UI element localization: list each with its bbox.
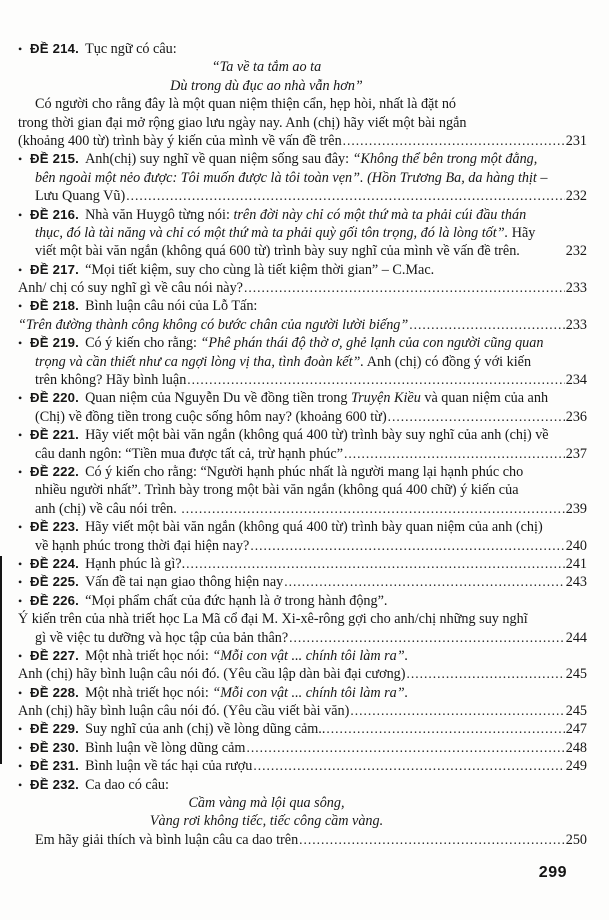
toc-text-line	[18, 58, 587, 76]
toc-text-line	[18, 242, 587, 260]
line-text: trọng và cần thiết như ca ngợi lòng vị tha, tình đoàn kết”. Anh (chị) có đồng ý với kiến	[35, 353, 532, 370]
dot-leader	[299, 831, 565, 849]
bullet-icon: •	[18, 262, 23, 277]
entry-label: ĐỀ 229.	[30, 721, 80, 737]
toc-text-line	[18, 316, 587, 334]
entry-label: ĐỀ 230.	[30, 739, 80, 755]
entry-label: ĐỀ 215.	[30, 151, 80, 167]
entry-label: ĐỀ 231.	[30, 758, 80, 774]
dot-leader	[181, 500, 564, 518]
bullet-icon: •	[18, 391, 23, 406]
table-of-contents	[18, 40, 587, 849]
toc-text-line	[18, 279, 587, 297]
toc-text-line	[18, 481, 587, 499]
entry-label: ĐỀ 219.	[30, 335, 80, 351]
toc-page-number: 233	[565, 316, 587, 333]
bullet-icon: •	[18, 593, 23, 608]
line-text: Vàng rơi không tiếc, tiếc công cầm vàng.	[149, 813, 384, 830]
line-text: “Trên đường thành công không có bước chân của người lười biếng”	[18, 316, 409, 333]
toc-text-line	[18, 169, 587, 187]
entry-label: ĐỀ 217.	[30, 261, 80, 277]
line-text: câu danh ngôn: “Tiền mua được tất cả, trừ hạnh phúc”	[35, 445, 343, 462]
toc-page-number: 232	[565, 188, 587, 205]
line-text: Dù trong dù đục ao nhà vẫn hơn”	[170, 77, 363, 94]
dot-leader	[284, 573, 564, 591]
bullet-icon: •	[18, 464, 23, 479]
line-text: gì về việc tu dưỡng và học tập của bản thân?	[35, 629, 289, 646]
line-text: Lưu Quang Vũ)	[35, 188, 126, 205]
line-text: Hãy viết một bài văn ngắn (không quá 400 từ) trình bày quan niệm của anh (chị)	[85, 519, 543, 536]
toc-text-line	[18, 408, 587, 426]
toc-text-line	[18, 114, 587, 132]
line-text: Ý kiến trên của nhà triết học La Mã cổ đại M. Xi-xê-rông gợi cho anh/chị những suy nghĩ	[18, 611, 528, 628]
toc-entry-line	[18, 261, 587, 279]
toc-page-number: 244	[565, 629, 587, 646]
line-text: Nhà văn Huygô từng nói: trên đời này chỉ có một thứ mà ta phải cúi đầu thán	[85, 206, 527, 223]
toc-text-line	[18, 371, 587, 389]
page-number: 299	[538, 864, 567, 881]
toc-text-line	[18, 812, 587, 830]
dot-leader	[388, 408, 565, 426]
toc-entry-line	[18, 757, 587, 775]
line-text: về hạnh phúc trong thời đại hiện nay?	[35, 537, 250, 554]
toc-entry-line	[18, 518, 587, 536]
toc-entry-line	[18, 150, 587, 168]
line-text: Suy nghĩ của anh (chị) về lòng dũng cảm..	[85, 721, 326, 738]
toc-entry-line	[18, 739, 587, 757]
entry-label: ĐỀ 232.	[30, 776, 80, 792]
toc-entry-line	[18, 426, 587, 444]
toc-page-number: 239	[565, 500, 587, 517]
line-text: Một nhà triết học nói: “Mỗi con vật ... chính tôi làm ra”.	[85, 647, 409, 664]
dot-leader	[350, 702, 564, 720]
bullet-icon: •	[18, 722, 23, 737]
entry-label: ĐỀ 220.	[30, 390, 80, 406]
line-text: trong thời gian đại mở rộng giao lưu ngày nay. Anh (chị) hãy viết một bài ngắn	[18, 114, 467, 131]
line-text: Bình luận về lòng dũng cảm	[85, 739, 246, 756]
toc-page-number: 236	[565, 408, 587, 425]
scan-edge-artifact	[0, 556, 2, 764]
toc-text-line	[18, 610, 587, 628]
entry-label: ĐỀ 221.	[30, 427, 80, 443]
toc-page-number: 237	[565, 445, 587, 462]
dot-leader	[253, 757, 564, 775]
dot-leader	[244, 279, 565, 297]
toc-entry-line	[18, 463, 587, 481]
bullet-icon: •	[18, 152, 23, 167]
toc-text-line	[18, 353, 587, 371]
toc-page-number: 233	[565, 280, 587, 297]
entry-label: ĐỀ 224.	[30, 555, 80, 571]
toc-page-number: 250	[565, 831, 587, 848]
toc-page-number: 249	[565, 758, 587, 775]
toc-page-number: 243	[565, 574, 587, 591]
dot-leader	[344, 445, 565, 463]
toc-text-line	[18, 794, 587, 812]
toc-entry-line	[18, 573, 587, 591]
dot-leader	[187, 371, 564, 389]
line-text: “Ta về ta tắm ao ta	[211, 59, 322, 76]
toc-entry-line	[18, 297, 587, 315]
line-text: (khoảng 400 từ) trình bày ý kiến của mình về vấn đề trên	[18, 132, 342, 149]
line-text: nhiều người nhất”. Trình bày trong một bài văn ngắn (không quá 400 chữ) ý kiến của	[35, 482, 519, 499]
entry-label: ĐỀ 227.	[30, 647, 80, 663]
toc-text-line	[18, 224, 587, 242]
line-text: Có ý kiến cho rằng: “Phê phán thái độ thờ ơ, ghẻ lạnh của con người cũng quan	[85, 335, 544, 352]
toc-page-number: 245	[565, 666, 587, 683]
toc-page-number: 248	[565, 739, 587, 756]
toc-entry-line	[18, 647, 587, 665]
bullet-icon: •	[18, 42, 23, 56]
dot-leader	[409, 316, 564, 334]
bullet-icon: •	[18, 207, 23, 222]
line-text: Anh/ chị có suy nghĩ gì về câu nói này?	[18, 280, 243, 297]
entry-label: ĐỀ 214.	[30, 41, 80, 56]
toc-page-number: 241	[565, 555, 587, 572]
toc-entry-line	[18, 720, 587, 738]
bullet-icon: •	[18, 299, 23, 314]
dot-leader	[407, 665, 565, 683]
bullet-icon: •	[18, 740, 23, 755]
line-text: trên không? Hãy bình luận	[35, 372, 187, 389]
line-text: Quan niệm của Nguyễn Du về đồng tiền trong Truyện Kiều và quan niệm của anh	[85, 390, 549, 407]
line-text: Anh (chị) hãy bình luận câu nói đó. (Yêu cầu viết bài văn)	[18, 703, 350, 720]
toc-text-line	[18, 831, 587, 849]
toc-page-number: 240	[565, 537, 587, 554]
toc-entry-line	[18, 40, 587, 58]
entry-label: ĐỀ 223.	[30, 519, 80, 535]
toc-text-line	[18, 702, 587, 720]
bullet-icon: •	[18, 428, 23, 443]
toc-page-number: 245	[565, 703, 587, 720]
dot-leader	[186, 555, 565, 573]
line-text: (Chị) về đồng tiền trong cuộc sống hôm nay? (khoảng 600 từ)	[35, 408, 387, 425]
toc-page-number: 247	[565, 721, 587, 738]
toc-text-line	[18, 665, 587, 683]
line-text: Vấn đề tai nạn giao thông hiện nay	[85, 574, 284, 591]
line-text: Anh(chị) suy nghĩ về quan niệm sống sau đây: “Không thể bên trong một đằng,	[85, 151, 538, 168]
bullet-icon: •	[18, 556, 23, 571]
toc-text-line	[18, 537, 587, 555]
line-text: “Mọi tiết kiệm, suy cho cùng là tiết kiệm thời gian” – C.Mac.	[85, 261, 435, 278]
dot-leader	[326, 720, 564, 738]
toc-page-number: 231	[565, 132, 587, 149]
toc-entry-line	[18, 389, 587, 407]
line-text: bên ngoài một nẻo được: Tôi muốn được là tôi toàn vẹn”. (Hồn Trương Ba, da hàng thịt –	[35, 169, 548, 186]
dot-leader	[289, 629, 565, 647]
entry-label: ĐỀ 216.	[30, 206, 80, 222]
toc-text-line	[18, 77, 587, 95]
line-text: Hạnh phúc là gì?.	[85, 555, 186, 572]
toc-text-line	[18, 95, 587, 113]
entry-label: ĐỀ 218.	[30, 298, 80, 314]
dot-leader	[126, 187, 565, 205]
bullet-icon: •	[18, 575, 23, 590]
toc-text-line	[18, 187, 587, 205]
toc-entry-line	[18, 334, 587, 352]
dot-leader	[343, 132, 565, 150]
toc-text-line	[18, 132, 587, 150]
toc-entry-line	[18, 776, 587, 794]
bullet-icon: •	[18, 777, 23, 792]
toc-entry-line	[18, 684, 587, 702]
line-text: Có người cho rằng đây là một quan niệm thiện cẩn, hẹp hòi, nhất là đặt nó	[35, 96, 457, 113]
bullet-icon: •	[18, 520, 23, 535]
entry-label: ĐỀ 222.	[30, 463, 80, 479]
line-text: Hãy viết một bài văn ngắn (không quá 400 từ) trình bày suy nghĩ của anh (chị) về	[85, 427, 549, 444]
line-text: viết một bài văn ngắn (không quá 600 từ) trình bày suy nghĩ của mình về vấn đề trên.	[35, 243, 520, 260]
line-text: Ca dao có câu:	[85, 776, 169, 793]
line-text: thục, đó là tài năng và chỉ có một thứ mà ta phải quỳ gối tôn trọng, đó là lòng tốt”. Hãy	[35, 224, 536, 241]
toc-entry-line	[18, 206, 587, 224]
toc-page-number: 232	[565, 243, 587, 260]
bullet-icon: •	[18, 685, 23, 700]
bullet-icon: •	[18, 759, 23, 774]
bullet-icon: •	[18, 336, 23, 351]
toc-page-number: 234	[565, 372, 587, 389]
line-text: “Mọi phẩm chất của đức hạnh là ở trong hành động”.	[85, 592, 388, 609]
dot-leader	[250, 537, 564, 555]
toc-text-line	[18, 500, 587, 518]
toc-entry-line	[18, 592, 587, 610]
line-text: Bình luận về tác hại của rượu	[85, 758, 253, 775]
toc-text-line	[18, 445, 587, 463]
line-text: Bình luận câu nói của Lỗ Tấn:	[85, 298, 258, 315]
entry-label: ĐỀ 225.	[30, 574, 80, 590]
toc-text-line	[18, 629, 587, 647]
toc-entry-line	[18, 555, 587, 573]
line-text: Em hãy giải thích và bình luận câu ca dao trên	[35, 831, 299, 848]
dot-leader	[246, 739, 564, 757]
line-text: anh (chị) về câu nói trên.	[35, 500, 181, 517]
line-text: Anh (chị) hãy bình luận câu nói đó. (Yêu cầu lập dàn bài đại cương)	[18, 666, 406, 683]
entry-label: ĐỀ 226.	[30, 592, 80, 608]
line-text: Cầm vàng mà lội qua sông,	[188, 795, 345, 812]
entry-label: ĐỀ 228.	[30, 684, 80, 700]
bullet-icon: •	[18, 648, 23, 663]
line-text: Tục ngữ có câu:	[85, 41, 177, 57]
line-text: Có ý kiến cho rằng: “Người hạnh phúc nhất là người mang lại hạnh phúc cho	[85, 463, 524, 480]
line-text: Một nhà triết học nói: “Mỗi con vật ... chính tôi làm ra”.	[85, 684, 409, 701]
